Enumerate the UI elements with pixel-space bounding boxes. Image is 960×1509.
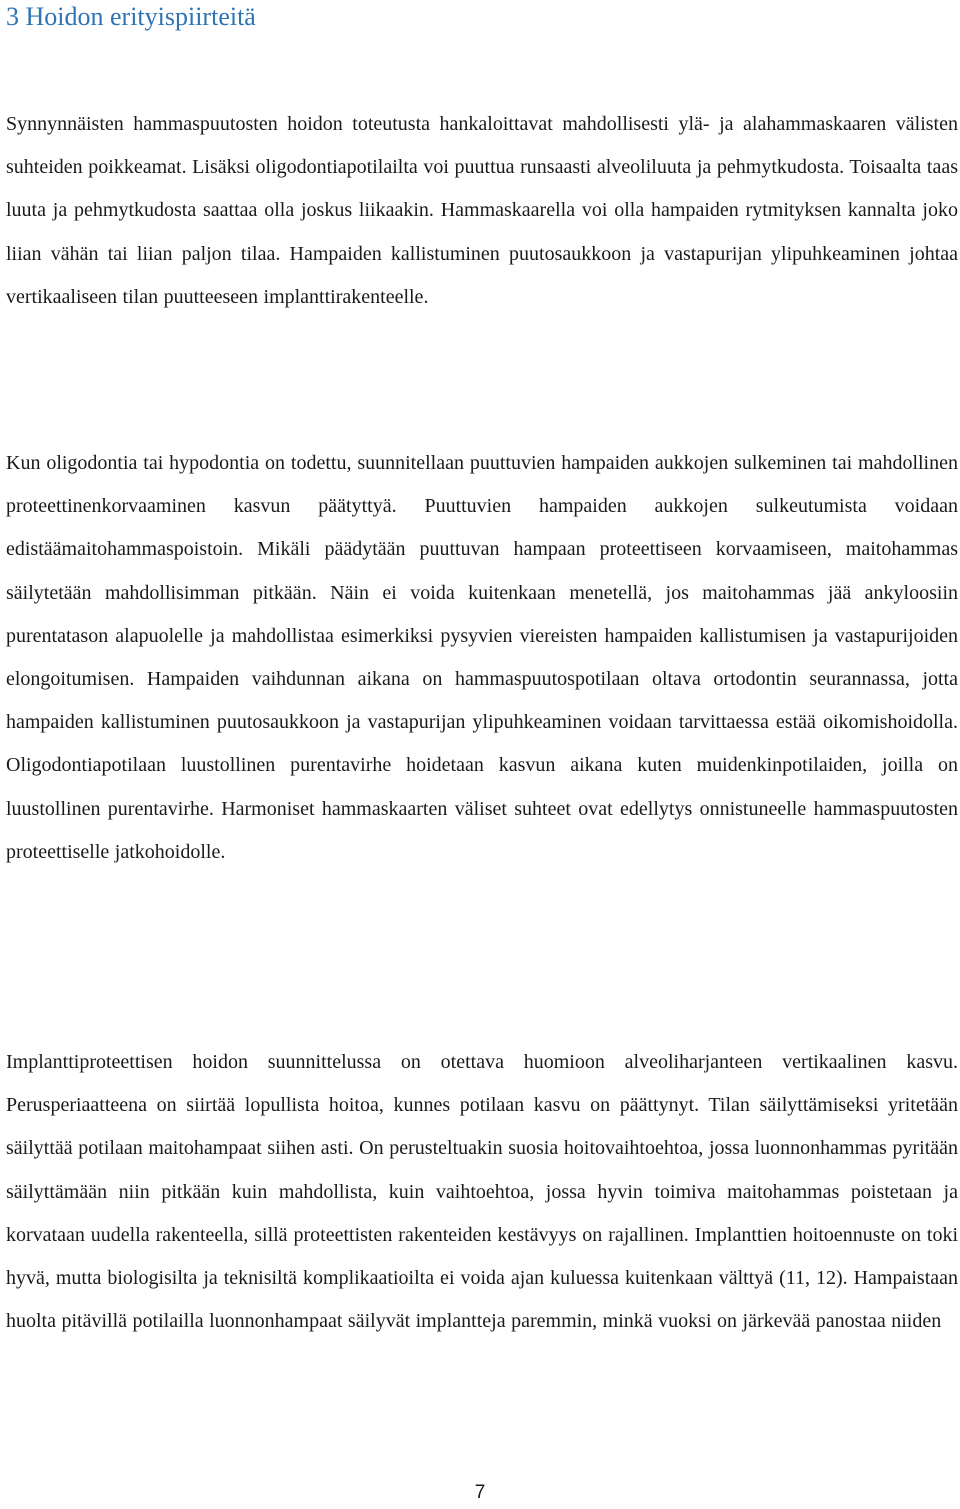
section-heading: 3 Hoidon erityispiirteitä xyxy=(6,2,256,31)
paragraph-3: Implanttiproteettisen hoidon suunnittelussa on otettava huomioon alveoliharjanteen vertikaalinen kasvu. Perusperiaatteena on siirtää lopullista hoitoa, kunnes potilaan kasvu on päättynyt. Tilan säilyttämiseksi yritetään säilyttää potilaan maitohampaat siihen asti. On perusteltuakin suosia hoitovaihtoehtoa, jossa luonnonhammas pyritään säilyttämään niin pitkään kuin mahdollista, kuin vaihtoehtoa, jossa hyvin toimiva maitohammas poistetaan ja korvataan uudella rakenteella, sillä proteettisten rakenteiden kestävyys on rajallinen. Implanttien hoitoennuste on toki hyvä, mutta biologisilta ja teknisiltä komplikaatioilta ei voida ajan kuluessa kuitenkaan välttyä (11, 12). Hampaistaan huolta pitävillä potilailla luonnonhampaat säilyvät implantteja paremmin, minkä vuoksi on järkevää panostaa niiden xyxy=(6,1051,958,1333)
paragraph-2: Kun oligodontia tai hypodontia on todettu, suunnitellaan puuttuvien hampaiden aukkojen sulkeminen tai mahdollinen proteettinenkorvaaminen kasvun päätyttyä. Puuttuvien hampaiden aukkojen sulkeutumista voidaan edistäämaitohammaspoistoin. Mikäli päädytään puuttuvan hampaan proteettiseen korvaamiseen, maitohammas säilytetään mahdollisimman pitkään. Näin ei voida kuitenkaan menetellä, jos maitohammas jää ankyloosiin purentatason alapuolelle ja mahdollistaa esimerkiksi pysyvien viereisten hampaiden kallistumisen ja vastapurijoiden elongoitumisen. Hampaiden vaihdunnan aikana on hammaspuutospotilaan oltava ortodontin seurannassa, jotta hampaiden kallistuminen puutosaukkoon ja vastapurijan ylipuhkeaminen voidaan tarvittaessa estää oikomishoidolla. Oligodontiapotilaan luustollinen purentavirhe hoidetaan kasvun aikana kuten muidenkinpotilaiden, joilla on luustollinen purentavirhe. Harmoniset hammaskaarten väliset suhteet ovat edellytys onnistuneelle hammaspuutosten proteettiselle jatkohoidolle. xyxy=(6,452,958,863)
paragraph-1: Synnynnäisten hammaspuutosten hoidon toteutusta hankaloittavat mahdollisesti ylä- ja alahammaskaaren välisten suhteiden poikkeamat. Lisäksi oligodontiapotilailta voi puuttua runsaasti alveoliluuta ja pehmytkudosta. Toisaalta taas luuta ja pehmytkudosta saattaa olla joskus liikaakin. Hammaskaarella voi olla hampaiden rytmityksen kannalta joko liian vähän tai liian paljon tilaa. Hampaiden kallistuminen puutosaukkoon ja vastapurijan ylipuhkeaminen johtaa vertikaaliseen tilan puutteeseen implanttirakenteelle. xyxy=(6,113,958,308)
page-number: 7 xyxy=(474,1482,486,1503)
